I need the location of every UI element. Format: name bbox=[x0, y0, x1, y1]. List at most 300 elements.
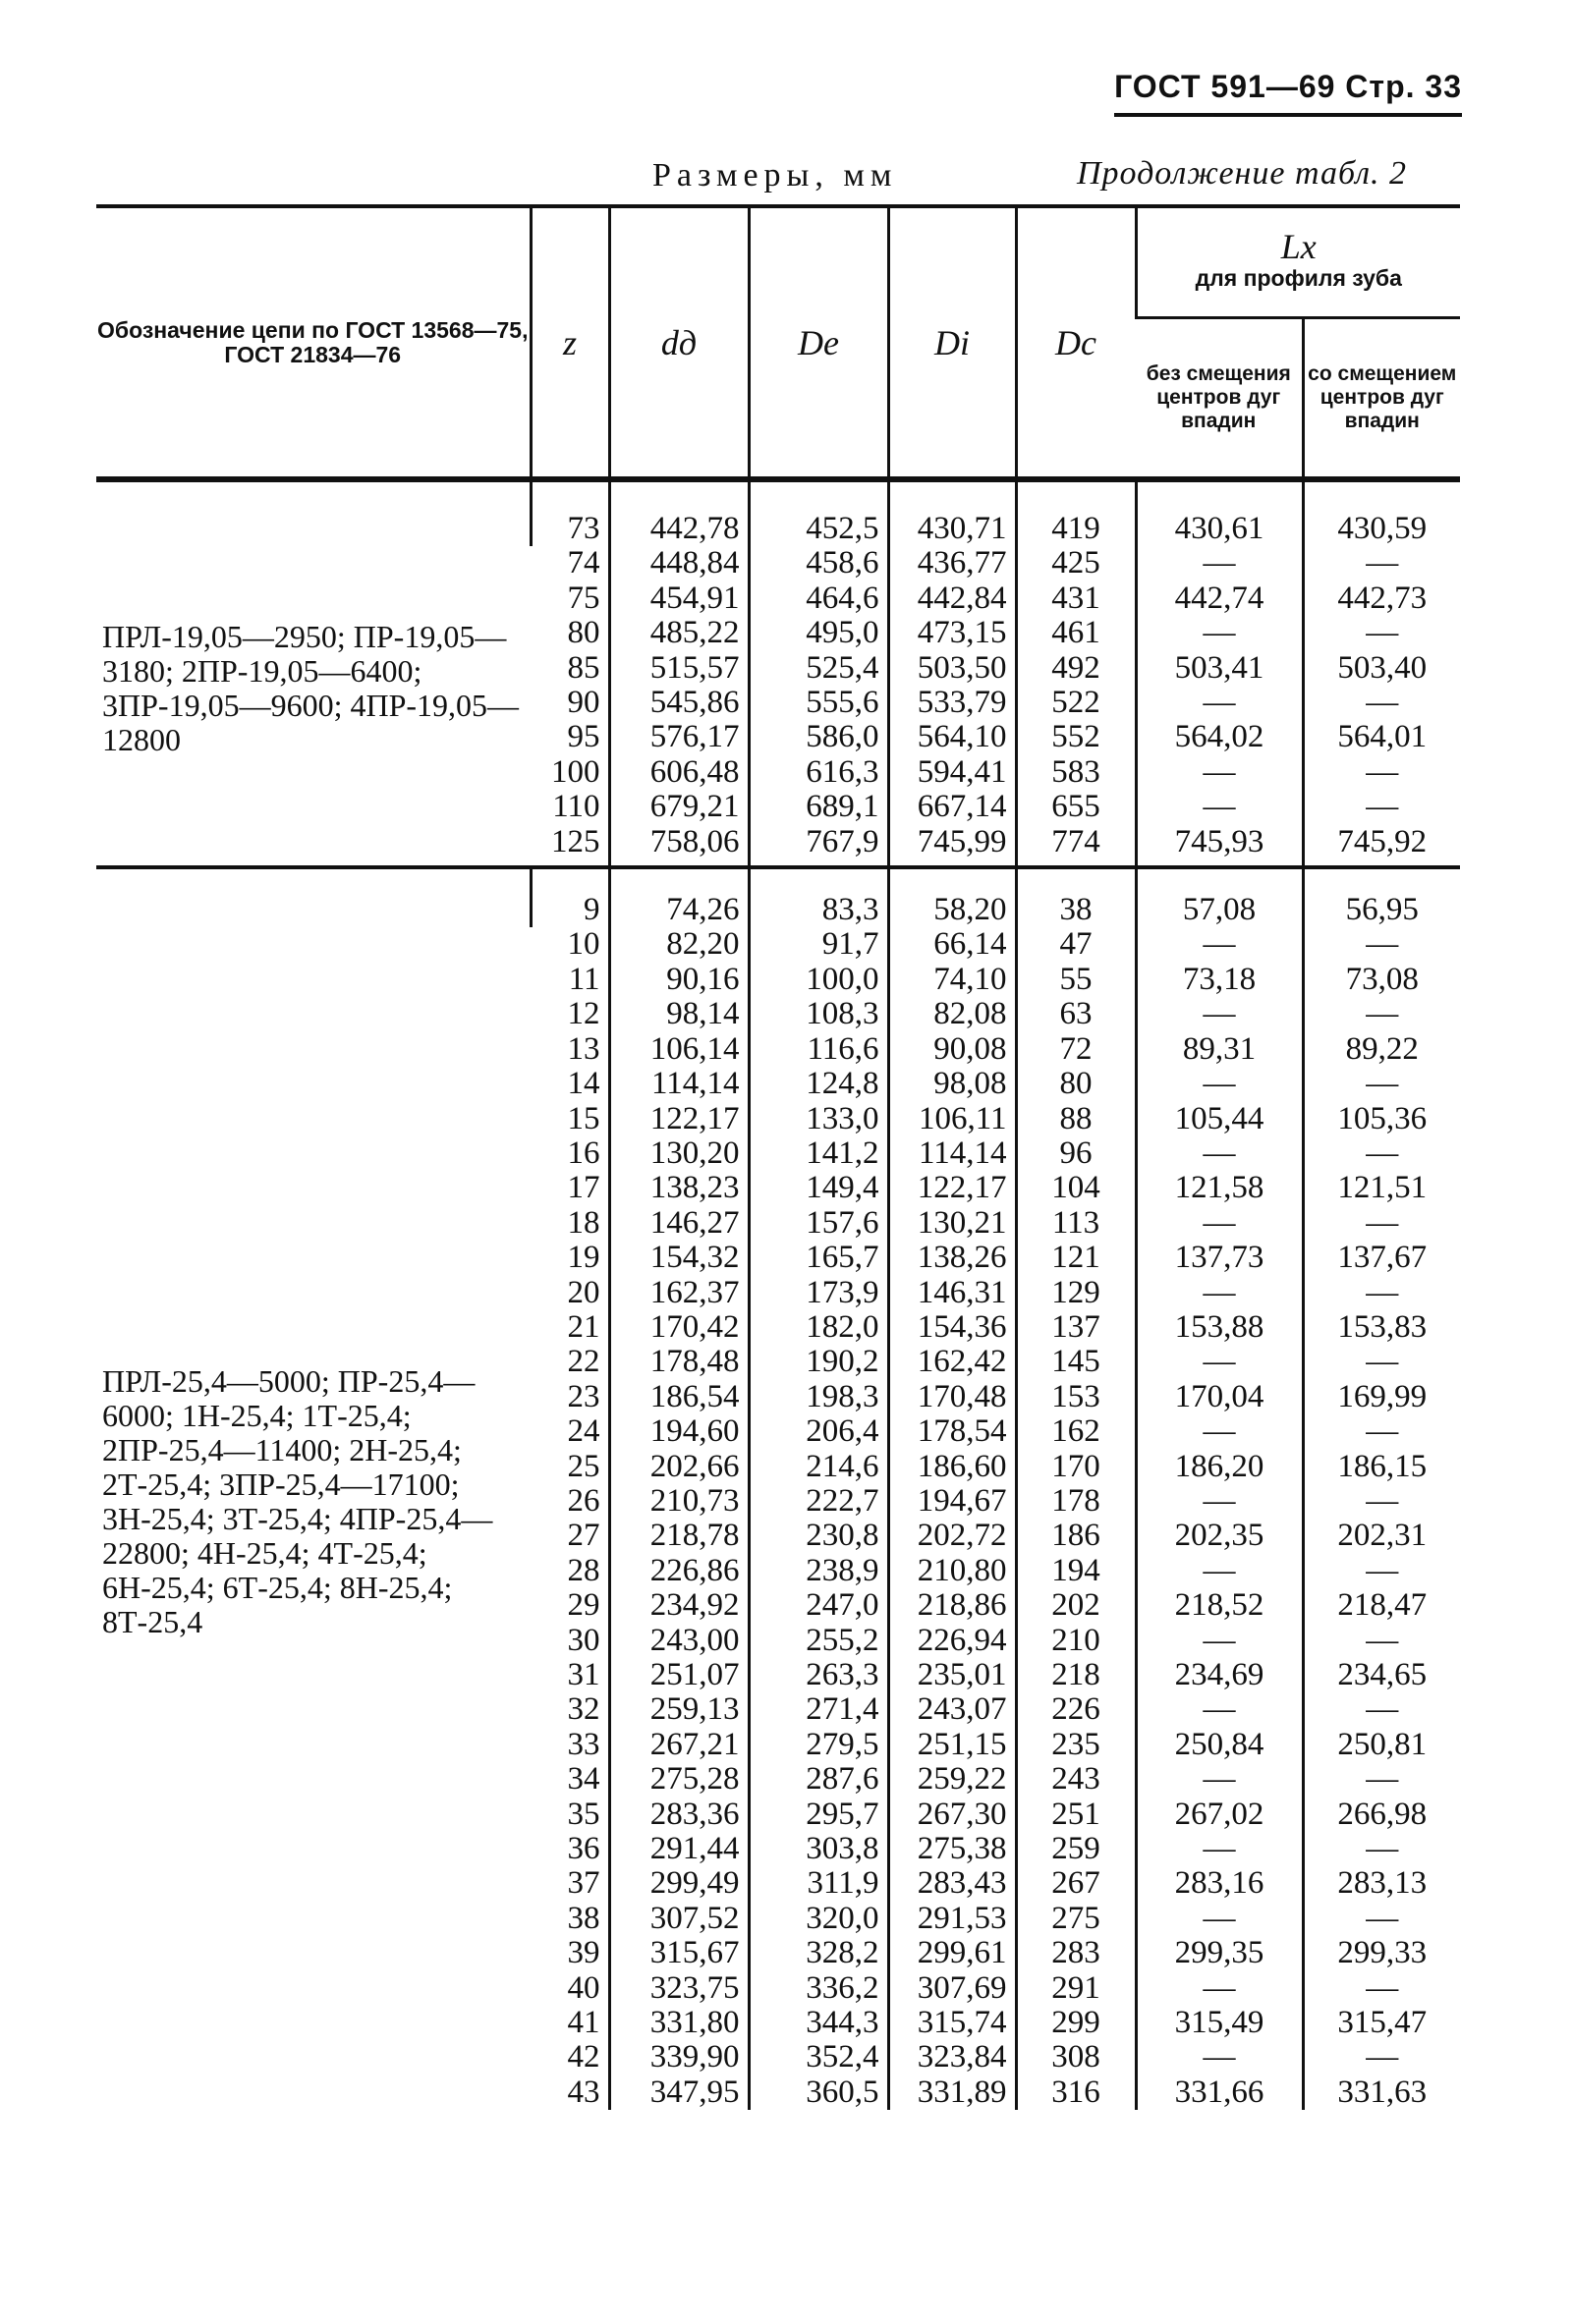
table-row bbox=[96, 867, 1460, 927]
cell-lx-no-offset: 283,16 bbox=[1136, 1866, 1303, 1901]
cell-dd: 283,36 bbox=[609, 1798, 749, 1832]
cell-di: 82,08 bbox=[888, 997, 1016, 1031]
cell-di: 66,14 bbox=[888, 927, 1016, 962]
cell-z: 42 bbox=[567, 2039, 600, 2075]
cell-dd: 515,57 bbox=[609, 651, 749, 686]
cell-lx-with-offset: 89,22 bbox=[1303, 1032, 1460, 1067]
cell-z: 33 bbox=[567, 1726, 600, 1762]
cell-dc: 259 bbox=[1016, 1832, 1136, 1866]
cell-lx-no-offset: — bbox=[1136, 927, 1303, 962]
cell-de: 352,4 bbox=[749, 2040, 888, 2075]
cell-di: 178,54 bbox=[888, 1414, 1016, 1449]
cell-de: 586,0 bbox=[749, 720, 888, 754]
cell-lx-with-offset: 283,13 bbox=[1303, 1866, 1460, 1901]
cell-dd: 291,44 bbox=[609, 1832, 749, 1866]
cell-dd: 146,27 bbox=[609, 1206, 749, 1241]
cell-dc: 88 bbox=[1016, 1102, 1136, 1136]
cell-dc: 194 bbox=[1016, 1554, 1136, 1588]
cell-de: 238,9 bbox=[749, 1554, 888, 1588]
cell-dd: 251,07 bbox=[609, 1658, 749, 1692]
cell-di: 283,43 bbox=[888, 1866, 1016, 1901]
cell-dd: 114,14 bbox=[609, 1067, 749, 1101]
cell-di: 267,30 bbox=[888, 1798, 1016, 1832]
cell-de: 279,5 bbox=[749, 1728, 888, 1762]
cell-di: 130,21 bbox=[888, 1206, 1016, 1241]
cell-de: 206,4 bbox=[749, 1414, 888, 1449]
cell-dd: 154,32 bbox=[609, 1241, 749, 1275]
cell-di: 745,99 bbox=[888, 825, 1016, 867]
cell-z: 30 bbox=[567, 1622, 600, 1658]
cell-di: 162,42 bbox=[888, 1345, 1016, 1379]
table-header bbox=[96, 206, 1460, 479]
cell-lx-no-offset: — bbox=[1136, 1624, 1303, 1658]
cell-z: 14 bbox=[567, 1066, 600, 1102]
cell-z: 40 bbox=[567, 1969, 600, 2006]
cell-di: 146,31 bbox=[888, 1276, 1016, 1310]
cell-dd: 194,60 bbox=[609, 1414, 749, 1449]
cell-lx-no-offset: 121,58 bbox=[1136, 1171, 1303, 1205]
cell-dd: 758,06 bbox=[609, 825, 749, 867]
cell-lx-no-offset: 202,35 bbox=[1136, 1519, 1303, 1553]
col-header-de: De bbox=[749, 206, 888, 479]
cell-lx-with-offset: — bbox=[1303, 1484, 1460, 1519]
cell-dd: 162,37 bbox=[609, 1276, 749, 1310]
page-header: ГОСТ 591—69 Стр. 33 bbox=[1114, 69, 1462, 117]
cell-lx-with-offset: 442,73 bbox=[1303, 581, 1460, 616]
dimensions-caption: Размеры, мм bbox=[652, 157, 898, 194]
cell-dc: 461 bbox=[1016, 616, 1136, 650]
cell-di: 564,10 bbox=[888, 720, 1016, 754]
cell-z: 74 bbox=[567, 545, 600, 581]
table-group-19-05 bbox=[96, 479, 1460, 867]
cell-lx-with-offset: — bbox=[1303, 1067, 1460, 1101]
cell-de: 555,6 bbox=[749, 686, 888, 720]
cell-dc: 275 bbox=[1016, 1902, 1136, 1936]
cell-dd: 339,90 bbox=[609, 2040, 749, 2075]
cell-dc: 113 bbox=[1016, 1206, 1136, 1241]
col-header-z: z bbox=[531, 206, 609, 479]
cell-dd: 606,48 bbox=[609, 755, 749, 790]
cell-dd: 545,86 bbox=[609, 686, 749, 720]
cell-z: 41 bbox=[567, 2005, 600, 2041]
cell-di: 90,08 bbox=[888, 1032, 1016, 1067]
cell-de: 230,8 bbox=[749, 1519, 888, 1553]
cell-z: 21 bbox=[567, 1308, 600, 1345]
cell-lx-with-offset: 299,33 bbox=[1303, 1936, 1460, 1970]
chain-designation: ПРЛ-25,4—5000; ПР-25,4—6000; 1Н-25,4; 1Т-25,4; 2ПР-25,4—11400; 2Н-25,4; 2Т-25,4; 3ПР-25,4—17100; 3Н-25,4; 3Т-25,4; 4ПР-25,4—22800; 4Н-25,4; 4Т-25,4; 6Н-25,4; 6Т-25,4; 8Н-25,4; 8Т-25,4 bbox=[102, 1362, 493, 1639]
cell-lx-with-offset: — bbox=[1303, 1206, 1460, 1241]
cell-lx-with-offset: — bbox=[1303, 1554, 1460, 1588]
cell-lx-no-offset: — bbox=[1136, 1902, 1303, 1936]
cell-lx-no-offset: 331,66 bbox=[1136, 2075, 1303, 2110]
cell-dd: 442,78 bbox=[609, 479, 749, 546]
cell-dd: 331,80 bbox=[609, 2006, 749, 2040]
cell-lx-no-offset: — bbox=[1136, 1414, 1303, 1449]
cell-z: 73 bbox=[531, 479, 609, 546]
cell-lx-with-offset: 745,92 bbox=[1303, 825, 1460, 867]
cell-lx-no-offset: — bbox=[1136, 997, 1303, 1031]
cell-lx-with-offset: 169,99 bbox=[1303, 1380, 1460, 1414]
cell-lx-no-offset: — bbox=[1136, 2040, 1303, 2075]
cell-di: 194,67 bbox=[888, 1484, 1016, 1519]
cell-z: 16 bbox=[567, 1134, 600, 1171]
cell-lx-with-offset: 266,98 bbox=[1303, 1798, 1460, 1832]
cell-lx-with-offset: — bbox=[1303, 616, 1460, 650]
cell-dc: 308 bbox=[1016, 2040, 1136, 2075]
cell-lx-no-offset: — bbox=[1136, 1971, 1303, 2006]
cell-lx-with-offset: — bbox=[1303, 1624, 1460, 1658]
cell-z: 12 bbox=[567, 996, 600, 1032]
cell-dd: 178,48 bbox=[609, 1345, 749, 1379]
cell-lx-no-offset: 299,35 bbox=[1136, 1936, 1303, 1970]
cell-lx-with-offset: 202,31 bbox=[1303, 1519, 1460, 1553]
cell-di: 243,07 bbox=[888, 1692, 1016, 1727]
col-header-dd: dд bbox=[609, 206, 749, 479]
cell-z: 37 bbox=[567, 1865, 600, 1902]
cell-lx-no-offset: — bbox=[1136, 686, 1303, 720]
cell-lx-no-offset: 170,04 bbox=[1136, 1380, 1303, 1414]
cell-de: 464,6 bbox=[749, 581, 888, 616]
cell-dc: 137 bbox=[1016, 1310, 1136, 1345]
cell-lx-no-offset: 442,74 bbox=[1136, 581, 1303, 616]
cell-z: 13 bbox=[567, 1030, 600, 1067]
cell-dd: 202,66 bbox=[609, 1450, 749, 1484]
cell-lx-with-offset: 218,47 bbox=[1303, 1588, 1460, 1623]
cell-di: 323,84 bbox=[888, 2040, 1016, 2075]
cell-dc: 55 bbox=[1016, 963, 1136, 997]
cell-lx-no-offset: 234,69 bbox=[1136, 1658, 1303, 1692]
lx-subtitle: для профиля зуба bbox=[1195, 265, 1402, 291]
cell-dc: 72 bbox=[1016, 1032, 1136, 1067]
cell-z: 17 bbox=[567, 1170, 600, 1206]
cell-lx-no-offset: — bbox=[1136, 1692, 1303, 1727]
cell-dc: 47 bbox=[1016, 927, 1136, 962]
cell-lx-with-offset: — bbox=[1303, 1136, 1460, 1171]
cell-lx-with-offset: 121,51 bbox=[1303, 1171, 1460, 1205]
cell-dd: 74,26 bbox=[609, 867, 749, 927]
cell-di: 251,15 bbox=[888, 1728, 1016, 1762]
cell-dd: 323,75 bbox=[609, 1971, 749, 2006]
cell-di: 202,72 bbox=[888, 1519, 1016, 1553]
cell-dc: 291 bbox=[1016, 1971, 1136, 2006]
cell-de: 767,9 bbox=[749, 825, 888, 867]
cell-lx-no-offset: 218,52 bbox=[1136, 1588, 1303, 1623]
cell-dd: 170,42 bbox=[609, 1310, 749, 1345]
cell-de: 149,4 bbox=[749, 1171, 888, 1205]
cell-z: 25 bbox=[567, 1448, 600, 1484]
cell-lx-with-offset: 503,40 bbox=[1303, 651, 1460, 686]
cell-lx-no-offset: — bbox=[1136, 1136, 1303, 1171]
cell-z: 43 bbox=[567, 2074, 600, 2110]
cell-dc: 202 bbox=[1016, 1588, 1136, 1623]
cell-de: 91,7 bbox=[749, 927, 888, 962]
cell-dd: 267,21 bbox=[609, 1728, 749, 1762]
cell-de: 311,9 bbox=[749, 1866, 888, 1901]
cell-lx-no-offset: 186,20 bbox=[1136, 1450, 1303, 1484]
cell-z: 27 bbox=[567, 1518, 600, 1554]
cell-z: 90 bbox=[567, 685, 600, 721]
cell-dd: 347,95 bbox=[609, 2075, 749, 2110]
cell-z: 35 bbox=[567, 1796, 600, 1832]
cell-dc: 80 bbox=[1016, 1067, 1136, 1101]
cell-dc: 210 bbox=[1016, 1624, 1136, 1658]
cell-lx-no-offset: 250,84 bbox=[1136, 1728, 1303, 1762]
cell-dd: 106,14 bbox=[609, 1032, 749, 1067]
cell-lx-with-offset: — bbox=[1303, 927, 1460, 962]
cell-lx-no-offset: — bbox=[1136, 1067, 1303, 1101]
cell-di: 58,20 bbox=[888, 867, 1016, 927]
cell-z: 32 bbox=[567, 1691, 600, 1728]
col-header-lx bbox=[1136, 206, 1460, 318]
cell-dc: 431 bbox=[1016, 581, 1136, 616]
col-header-lx-no-offset: без смещения центров дуг впадин bbox=[1146, 362, 1291, 432]
cell-di: 170,48 bbox=[888, 1380, 1016, 1414]
cell-di: 186,60 bbox=[888, 1450, 1016, 1484]
cell-lx-with-offset: — bbox=[1303, 1902, 1460, 1936]
cell-z: 75 bbox=[567, 580, 600, 616]
cell-dd: 90,16 bbox=[609, 963, 749, 997]
cell-di: 122,17 bbox=[888, 1171, 1016, 1205]
cell-z: 23 bbox=[567, 1378, 600, 1414]
cell-lx-no-offset: — bbox=[1136, 1832, 1303, 1866]
cell-z: 10 bbox=[567, 926, 600, 963]
cell-lx-with-offset: 73,08 bbox=[1303, 963, 1460, 997]
cell-lx-with-offset: 564,01 bbox=[1303, 720, 1460, 754]
cell-lx-no-offset: — bbox=[1136, 755, 1303, 790]
cell-dc: 162 bbox=[1016, 1414, 1136, 1449]
cell-de: 116,6 bbox=[749, 1032, 888, 1067]
cell-de: 328,2 bbox=[749, 1936, 888, 1970]
cell-de: 452,5 bbox=[749, 479, 888, 546]
cell-de: 336,2 bbox=[749, 1971, 888, 2006]
cell-di: 291,53 bbox=[888, 1902, 1016, 1936]
cell-lx-with-offset: — bbox=[1303, 1414, 1460, 1449]
cell-di: 154,36 bbox=[888, 1310, 1016, 1345]
cell-de: 255,2 bbox=[749, 1624, 888, 1658]
cell-dc: 425 bbox=[1016, 546, 1136, 581]
cell-lx-with-offset: — bbox=[1303, 1971, 1460, 2006]
cell-de: 287,6 bbox=[749, 1762, 888, 1797]
cell-di: 307,69 bbox=[888, 1971, 1016, 2006]
cell-dc: 299 bbox=[1016, 2006, 1136, 2040]
col-header-dc: Dc bbox=[1016, 206, 1136, 479]
cell-de: 198,3 bbox=[749, 1380, 888, 1414]
cell-de: 173,9 bbox=[749, 1276, 888, 1310]
cell-lx-no-offset: 267,02 bbox=[1136, 1798, 1303, 1832]
cell-z: 11 bbox=[568, 961, 600, 997]
cell-lx-with-offset: 137,67 bbox=[1303, 1241, 1460, 1275]
cell-di: 667,14 bbox=[888, 790, 1016, 824]
cell-di: 218,86 bbox=[888, 1588, 1016, 1623]
cell-dc: 235 bbox=[1016, 1728, 1136, 1762]
cell-lx-with-offset: — bbox=[1303, 997, 1460, 1031]
table-group-25-4 bbox=[96, 867, 1460, 2110]
cell-dc: 226 bbox=[1016, 1692, 1136, 1727]
cell-de: 525,4 bbox=[749, 651, 888, 686]
cell-dc: 552 bbox=[1016, 720, 1136, 754]
cell-dd: 679,21 bbox=[609, 790, 749, 824]
cell-di: 226,94 bbox=[888, 1624, 1016, 1658]
cell-di: 106,11 bbox=[888, 1102, 1016, 1136]
cell-dd: 576,17 bbox=[609, 720, 749, 754]
cell-z: 100 bbox=[551, 753, 600, 790]
cell-lx-with-offset: 153,83 bbox=[1303, 1310, 1460, 1345]
cell-z: 125 bbox=[551, 823, 600, 859]
cell-z: 29 bbox=[567, 1587, 600, 1624]
cell-di: 315,74 bbox=[888, 2006, 1016, 2040]
cell-lx-no-offset: 745,93 bbox=[1136, 825, 1303, 867]
cell-dc: 316 bbox=[1016, 2075, 1136, 2110]
cell-lx-with-offset: — bbox=[1303, 1692, 1460, 1727]
cell-de: 100,0 bbox=[749, 963, 888, 997]
cell-de: 458,6 bbox=[749, 546, 888, 581]
cell-lx-with-offset: 331,63 bbox=[1303, 2075, 1460, 2110]
cell-lx-with-offset: 186,15 bbox=[1303, 1450, 1460, 1484]
cell-dc: 522 bbox=[1016, 686, 1136, 720]
cell-de: 689,1 bbox=[749, 790, 888, 824]
cell-dc: 170 bbox=[1016, 1450, 1136, 1484]
cell-lx-no-offset: — bbox=[1136, 1276, 1303, 1310]
cell-dc: 655 bbox=[1016, 790, 1136, 824]
cell-lx-no-offset: 564,02 bbox=[1136, 720, 1303, 754]
cell-lx-with-offset: — bbox=[1303, 546, 1460, 581]
cell-de: 295,7 bbox=[749, 1798, 888, 1832]
cell-dc: 218 bbox=[1016, 1658, 1136, 1692]
cell-z: 15 bbox=[567, 1100, 600, 1136]
cell-lx-with-offset: — bbox=[1303, 1276, 1460, 1310]
cell-de: 83,3 bbox=[749, 867, 888, 927]
cell-dd: 315,67 bbox=[609, 1936, 749, 1970]
cell-lx-no-offset: 503,41 bbox=[1136, 651, 1303, 686]
cell-lx-with-offset: — bbox=[1303, 790, 1460, 824]
cell-lx-with-offset: 234,65 bbox=[1303, 1658, 1460, 1692]
cell-di: 98,08 bbox=[888, 1067, 1016, 1101]
cell-dd: 98,14 bbox=[609, 997, 749, 1031]
cell-lx-with-offset: — bbox=[1303, 686, 1460, 720]
cell-z: 9 bbox=[531, 867, 609, 927]
cell-di: 138,26 bbox=[888, 1241, 1016, 1275]
cell-dd: 138,23 bbox=[609, 1171, 749, 1205]
cell-z: 20 bbox=[567, 1274, 600, 1310]
cell-lx-no-offset: — bbox=[1136, 616, 1303, 650]
cell-dd: 210,73 bbox=[609, 1484, 749, 1519]
cell-dc: 583 bbox=[1016, 755, 1136, 790]
cell-de: 360,5 bbox=[749, 2075, 888, 2110]
cell-z: 24 bbox=[567, 1413, 600, 1450]
cell-de: 182,0 bbox=[749, 1310, 888, 1345]
cell-di: 473,15 bbox=[888, 616, 1016, 650]
cell-di: 235,01 bbox=[888, 1658, 1016, 1692]
cell-de: 133,0 bbox=[749, 1102, 888, 1136]
cell-di: 259,22 bbox=[888, 1762, 1016, 1797]
cell-lx-no-offset: 137,73 bbox=[1136, 1241, 1303, 1275]
cell-dd: 130,20 bbox=[609, 1136, 749, 1171]
cell-de: 271,4 bbox=[749, 1692, 888, 1727]
continuation-caption: Продолжение табл. 2 bbox=[1077, 155, 1408, 192]
cell-dd: 307,52 bbox=[609, 1902, 749, 1936]
cell-lx-with-offset: 250,81 bbox=[1303, 1728, 1460, 1762]
sprocket-dimensions-table bbox=[96, 204, 1460, 2110]
col-header-lx-with-offset: со смещением центров дуг впадин bbox=[1303, 318, 1460, 480]
cell-de: 214,6 bbox=[749, 1450, 888, 1484]
cell-dd: 82,20 bbox=[609, 927, 749, 962]
cell-de: 141,2 bbox=[749, 1136, 888, 1171]
cell-lx-with-offset: — bbox=[1303, 1345, 1460, 1379]
cell-dc: 774 bbox=[1016, 825, 1136, 867]
cell-z: 38 bbox=[567, 1900, 600, 1936]
cell-dc: 96 bbox=[1016, 1136, 1136, 1171]
cell-z: 95 bbox=[567, 719, 600, 755]
cell-dd: 243,00 bbox=[609, 1624, 749, 1658]
cell-dd: 259,13 bbox=[609, 1692, 749, 1727]
cell-de: 222,7 bbox=[749, 1484, 888, 1519]
cell-dd: 226,86 bbox=[609, 1554, 749, 1588]
cell-z: 19 bbox=[567, 1240, 600, 1276]
cell-lx-no-offset: — bbox=[1136, 1345, 1303, 1379]
cell-z: 26 bbox=[567, 1482, 600, 1519]
cell-dc: 121 bbox=[1016, 1241, 1136, 1275]
chain-designation: ПРЛ-19,05—2950; ПР-19,05—3180; 2ПР-19,05—6400; 3ПР-19,05—9600; 4ПР-19,05—12800 bbox=[102, 619, 520, 758]
cell-dc: 178 bbox=[1016, 1484, 1136, 1519]
col-header-di: Di bbox=[888, 206, 1016, 479]
cell-de: 263,3 bbox=[749, 1658, 888, 1692]
cell-di: 331,89 bbox=[888, 2075, 1016, 2110]
cell-dc: 104 bbox=[1016, 1171, 1136, 1205]
cell-di: 74,10 bbox=[888, 963, 1016, 997]
cell-lx-no-offset: — bbox=[1136, 1484, 1303, 1519]
cell-lx-no-offset: — bbox=[1136, 1206, 1303, 1241]
cell-di: 436,77 bbox=[888, 546, 1016, 581]
cell-dc: 419 bbox=[1016, 479, 1136, 546]
cell-lx-with-offset: — bbox=[1303, 755, 1460, 790]
cell-lx-no-offset: 105,44 bbox=[1136, 1102, 1303, 1136]
cell-lx-with-offset: 315,47 bbox=[1303, 2006, 1460, 2040]
cell-dd: 485,22 bbox=[609, 616, 749, 650]
cell-dc: 186 bbox=[1016, 1519, 1136, 1553]
cell-de: 303,8 bbox=[749, 1832, 888, 1866]
cell-lx-no-offset: — bbox=[1136, 790, 1303, 824]
cell-de: 124,8 bbox=[749, 1067, 888, 1101]
cell-dc: 243 bbox=[1016, 1762, 1136, 1797]
cell-de: 495,0 bbox=[749, 616, 888, 650]
cell-lx-with-offset: — bbox=[1303, 1832, 1460, 1866]
cell-de: 616,3 bbox=[749, 755, 888, 790]
cell-di: 503,50 bbox=[888, 651, 1016, 686]
cell-lx-with-offset: 430,59 bbox=[1303, 479, 1460, 546]
cell-de: 108,3 bbox=[749, 997, 888, 1031]
cell-dd: 299,49 bbox=[609, 1866, 749, 1901]
cell-dc: 145 bbox=[1016, 1345, 1136, 1379]
cell-di: 594,41 bbox=[888, 755, 1016, 790]
cell-dd: 275,28 bbox=[609, 1762, 749, 1797]
table-row bbox=[96, 479, 1460, 546]
cell-lx-no-offset: 315,49 bbox=[1136, 2006, 1303, 2040]
cell-lx-no-offset: — bbox=[1136, 546, 1303, 581]
cell-de: 157,6 bbox=[749, 1206, 888, 1241]
cell-z: 28 bbox=[567, 1552, 600, 1588]
lx-symbol: Lx bbox=[1280, 227, 1317, 266]
cell-di: 275,38 bbox=[888, 1832, 1016, 1866]
col-header-designation: Обозначение цепи по ГОСТ 13568—75, ГОСТ 21834—76 bbox=[97, 316, 529, 367]
cell-di: 114,14 bbox=[888, 1136, 1016, 1171]
cell-z: 110 bbox=[552, 789, 600, 825]
cell-z: 85 bbox=[567, 649, 600, 686]
cell-lx-no-offset: 89,31 bbox=[1136, 1032, 1303, 1067]
cell-z: 80 bbox=[567, 615, 600, 651]
cell-lx-with-offset: 56,95 bbox=[1303, 867, 1460, 927]
cell-dd: 122,17 bbox=[609, 1102, 749, 1136]
cell-dc: 38 bbox=[1016, 867, 1136, 927]
